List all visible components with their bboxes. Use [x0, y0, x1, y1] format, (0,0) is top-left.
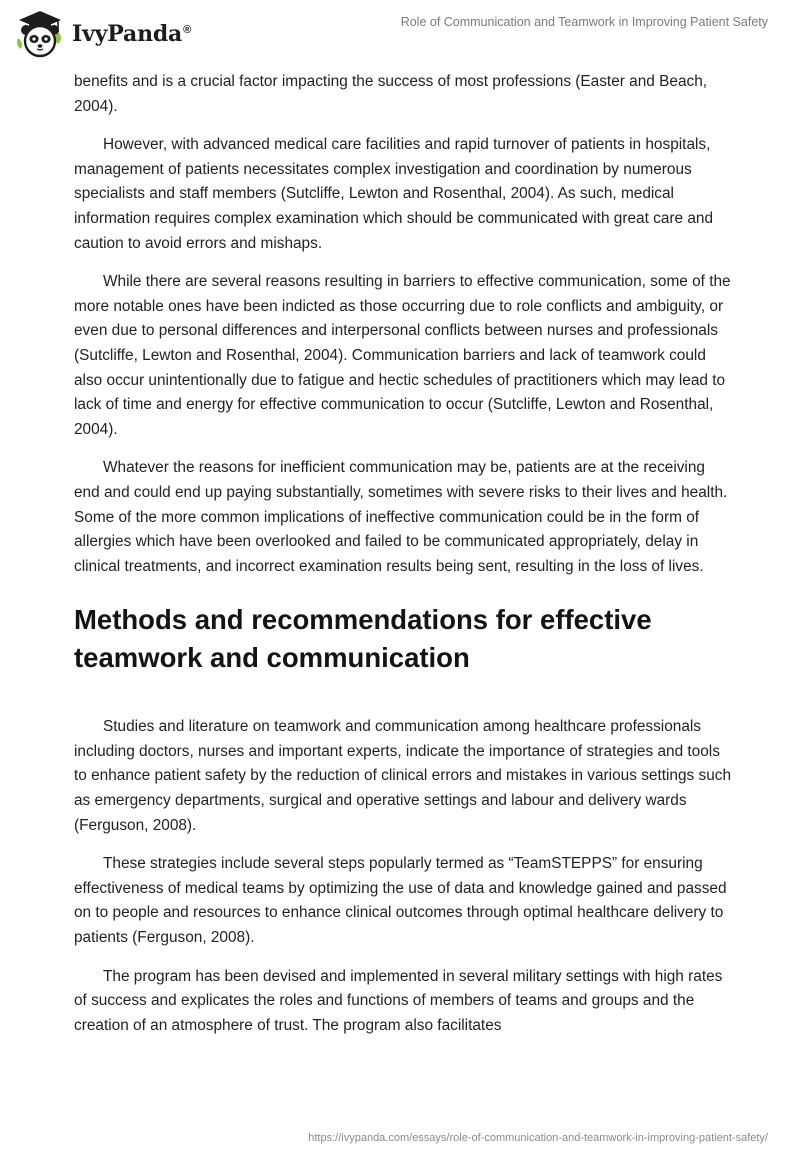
paragraph: The program has been devised and implemented in several military settings with high rates of success and explicates the roles and functions of members of teams and groups and the creation of an atmosphere of trust. The program also facilitates [74, 967, 723, 1034]
logo-text: IvyPanda® [72, 21, 192, 47]
panda-logo-icon [14, 8, 66, 60]
section-heading: Methods and recommendations for effective teamwork and communication [74, 604, 652, 674]
paragraph: These strategies include several steps popularly termed as “TeamSTEPPS” for ensuring effectiveness of medical teams by optimizing the use of data and knowledge gained and passed on to people and resources to enhance clinical outcomes through optimal healthcare delivery to patients (Ferguson, 2008). [74, 855, 727, 947]
document-title: Role of Communication and Teamwork in Improving Patient Safety [400, 15, 768, 29]
registered-mark: ® [183, 23, 192, 36]
paragraph-continued: benefits and is a crucial factor impacting the success of most professions (Easter and Beach, 2004). [74, 73, 708, 115]
essay-body [74, 70, 734, 1052]
ivypanda-logo[interactable] [14, 8, 191, 60]
paragraph: Studies and literature on teamwork and communication among healthcare professionals including doctors, nurses and important experts, indicate the importance of strategies and tools to enhance patient safety by the reduction of clinical errors and mistakes in various settings such as emergency departments, surgical and operative settings and labour and delivery wards (Ferguson, 2008). [74, 718, 732, 834]
paragraph: Whatever the reasons for inefficient communication may be, patients are at the receiving end and could end up paying substantially, sometimes with severe risks to their lives and health. Some of the more common implications of ineffective communication could be in the form of allergies which have been overlooked and failed to be communicated appropriately, delay in clinical treatments, and incorrect examination results being sent, resulting in the loss of lives. [74, 459, 728, 575]
paragraph: While there are several reasons resulting in barriers to effective communication, some of the more notable ones have been indicted as those occurring due to role conflicts and ambiguity, or even due to personal differences and interpersonal conflicts between nurses and professionals (Sutcliffe, Lewton and Rosenthal, 2004). Communication barriers and lack of teamwork could also occur unintentionally due to fatigue and hectic schedules of practitioners which may lead to lack of time and energy for effective communication to occur (Sutcliffe, Lewton and Rosenthal, 2004). [74, 273, 731, 438]
source-url-link[interactable]: https://ivypanda.com/essays/role-of-communication-and-teamwork-in-improving-patient-safety/ [308, 1132, 768, 1144]
page-header [0, 0, 800, 70]
paragraph: However, with advanced medical care facilities and rapid turnover of patients in hospitals, management of patients necessitates complex investigation and coordination by numerous specialists and staff members (Sutcliffe, Lewton and Rosenthal, 2004). As such, medical information requires complex examination which should be communicated with great care and caution to avoid errors and mishaps. [74, 136, 714, 252]
